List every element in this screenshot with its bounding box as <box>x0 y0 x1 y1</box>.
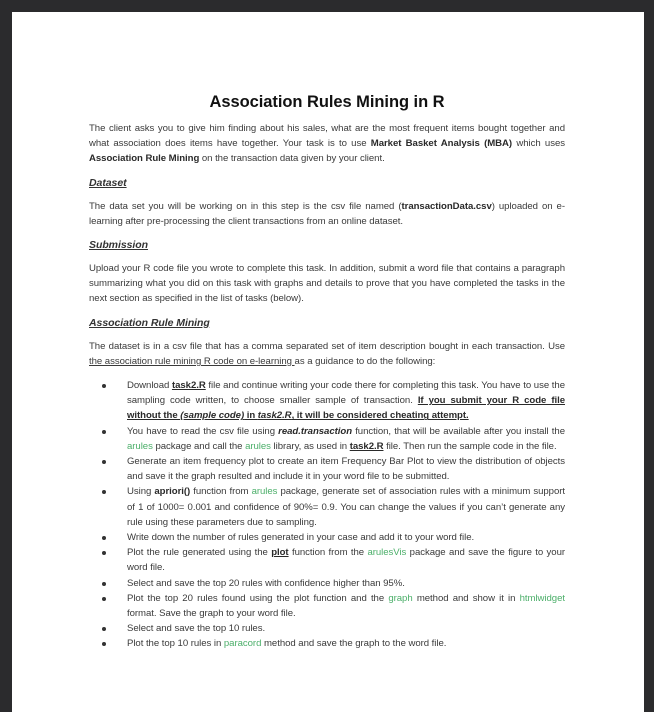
warning-text: (sample code) <box>180 410 245 422</box>
text: method and save the graph to the word file. <box>261 638 447 650</box>
page-title: Association Rules Mining in R <box>209 93 445 111</box>
text: Download <box>127 380 172 392</box>
text: package and call the <box>152 440 246 452</box>
list-item <box>127 454 565 484</box>
warning-text: , it will be considered cheating attempt. <box>291 410 469 422</box>
association-rule-mining-heading: Association Rule Mining <box>89 316 210 329</box>
dataset-paragraph <box>89 199 565 229</box>
document-page <box>12 12 644 712</box>
bold-text: Association Rule Mining <box>89 153 200 165</box>
method-name: graph <box>388 592 413 604</box>
list-item <box>127 545 565 575</box>
filename: transactionData.csv <box>401 200 492 212</box>
text: The client asks you to give him finding about his sales, what are the most frequent items bought together and what association does items have together. Your task is to use <box>89 123 565 150</box>
method-name: paracord <box>223 638 262 650</box>
arm-paragraph <box>89 339 565 369</box>
filename: task2.R <box>171 380 206 392</box>
text: package and save the figure to your word file. <box>127 547 565 574</box>
function-name: read.transaction <box>278 425 353 437</box>
bold-text: Market Basket Analysis (MBA) <box>370 138 513 150</box>
submission-paragraph: Upload your R code file you wrote to complete this task. In addition, submit a word file that contains a paragraph summarizing what you did on this task with graphs and details to prove that you have completed the tasks in the next section as specified in the list of tasks (below). <box>89 263 565 305</box>
text: method and show it in <box>412 592 520 604</box>
text: Plot the top 10 rules in <box>127 638 224 650</box>
text: as a guidance to do the following: <box>294 355 436 367</box>
package-name: arules <box>251 486 278 498</box>
text: file and continue writing your code there for completing this task. You have to use the sampling code written, to choose smaller sample of transaction. <box>127 380 565 407</box>
text: Select and save the top 10 rules. <box>127 623 266 635</box>
warning-text: task2.R <box>257 410 292 422</box>
document-content <box>89 92 565 652</box>
text: on the transaction data given by your client. <box>199 153 385 165</box>
text: library, as used in <box>270 440 350 452</box>
warning-text: If you submit your R code file without the <box>127 395 565 422</box>
list-item <box>127 621 565 636</box>
text: The dataset is in a csv file that has a comma separated set of item description bought in each transaction. Use <box>89 340 565 352</box>
intro-paragraph <box>89 121 565 167</box>
text: ) uploaded on e-learning after pre-processing the client transactions from an online dataset. <box>89 200 565 227</box>
text: file. Then run the sample code in the file. <box>383 440 557 452</box>
text: format. Save the graph to your word file. <box>127 608 296 620</box>
text: Plot the rule generated using the <box>127 547 272 559</box>
text: function from <box>190 486 252 498</box>
text: function, that will be available after you install the <box>352 425 565 437</box>
package-name: arulesVis <box>367 547 407 559</box>
format-name: htmlwidget <box>519 592 565 604</box>
warning-text: in <box>244 410 258 422</box>
submission-heading: Submission <box>89 239 149 252</box>
text: Select and save the top 20 rules with confidence higher than 95%. <box>127 577 405 589</box>
text: package, generate set of association rules with a minimum support of 1 of 1000= 0.001 and confidence of 90%= 0.9. You can change the values if you can’t generate any rule using these parameters due to sampling. <box>127 486 565 528</box>
text: Plot the top 20 rules found using the plot function and the <box>127 592 389 604</box>
list-item <box>127 484 565 530</box>
list-item <box>127 378 565 424</box>
dataset-heading: Dataset <box>89 176 127 189</box>
text: You have to read the csv file using <box>127 425 279 437</box>
package-name: arules <box>245 440 271 452</box>
text: which uses <box>512 138 565 150</box>
text: Using <box>127 486 155 498</box>
list-item <box>127 591 565 621</box>
list-item <box>127 424 565 454</box>
text: The data set you will be working on in this step is the csv file named ( <box>89 200 402 212</box>
text: function from the <box>288 547 368 559</box>
text: Generate an item frequency plot to create an item Frequency Bar Plot to view the distribution of objects and save it the graph resulted and include it in your word file to be submitted. <box>127 456 565 483</box>
text: Write down the number of rules generated in your case and add it to your word file. <box>127 532 475 544</box>
task-list <box>89 378 565 652</box>
function-name: plot <box>271 547 289 559</box>
list-item <box>127 636 565 651</box>
filename: task2.R <box>349 440 384 452</box>
function-name: apriori() <box>154 486 191 498</box>
list-item <box>127 530 565 545</box>
package-name: arules <box>127 440 153 452</box>
elearning-code-link[interactable]: the association rule mining R code on e-learning <box>89 355 295 367</box>
list-item <box>127 576 565 591</box>
